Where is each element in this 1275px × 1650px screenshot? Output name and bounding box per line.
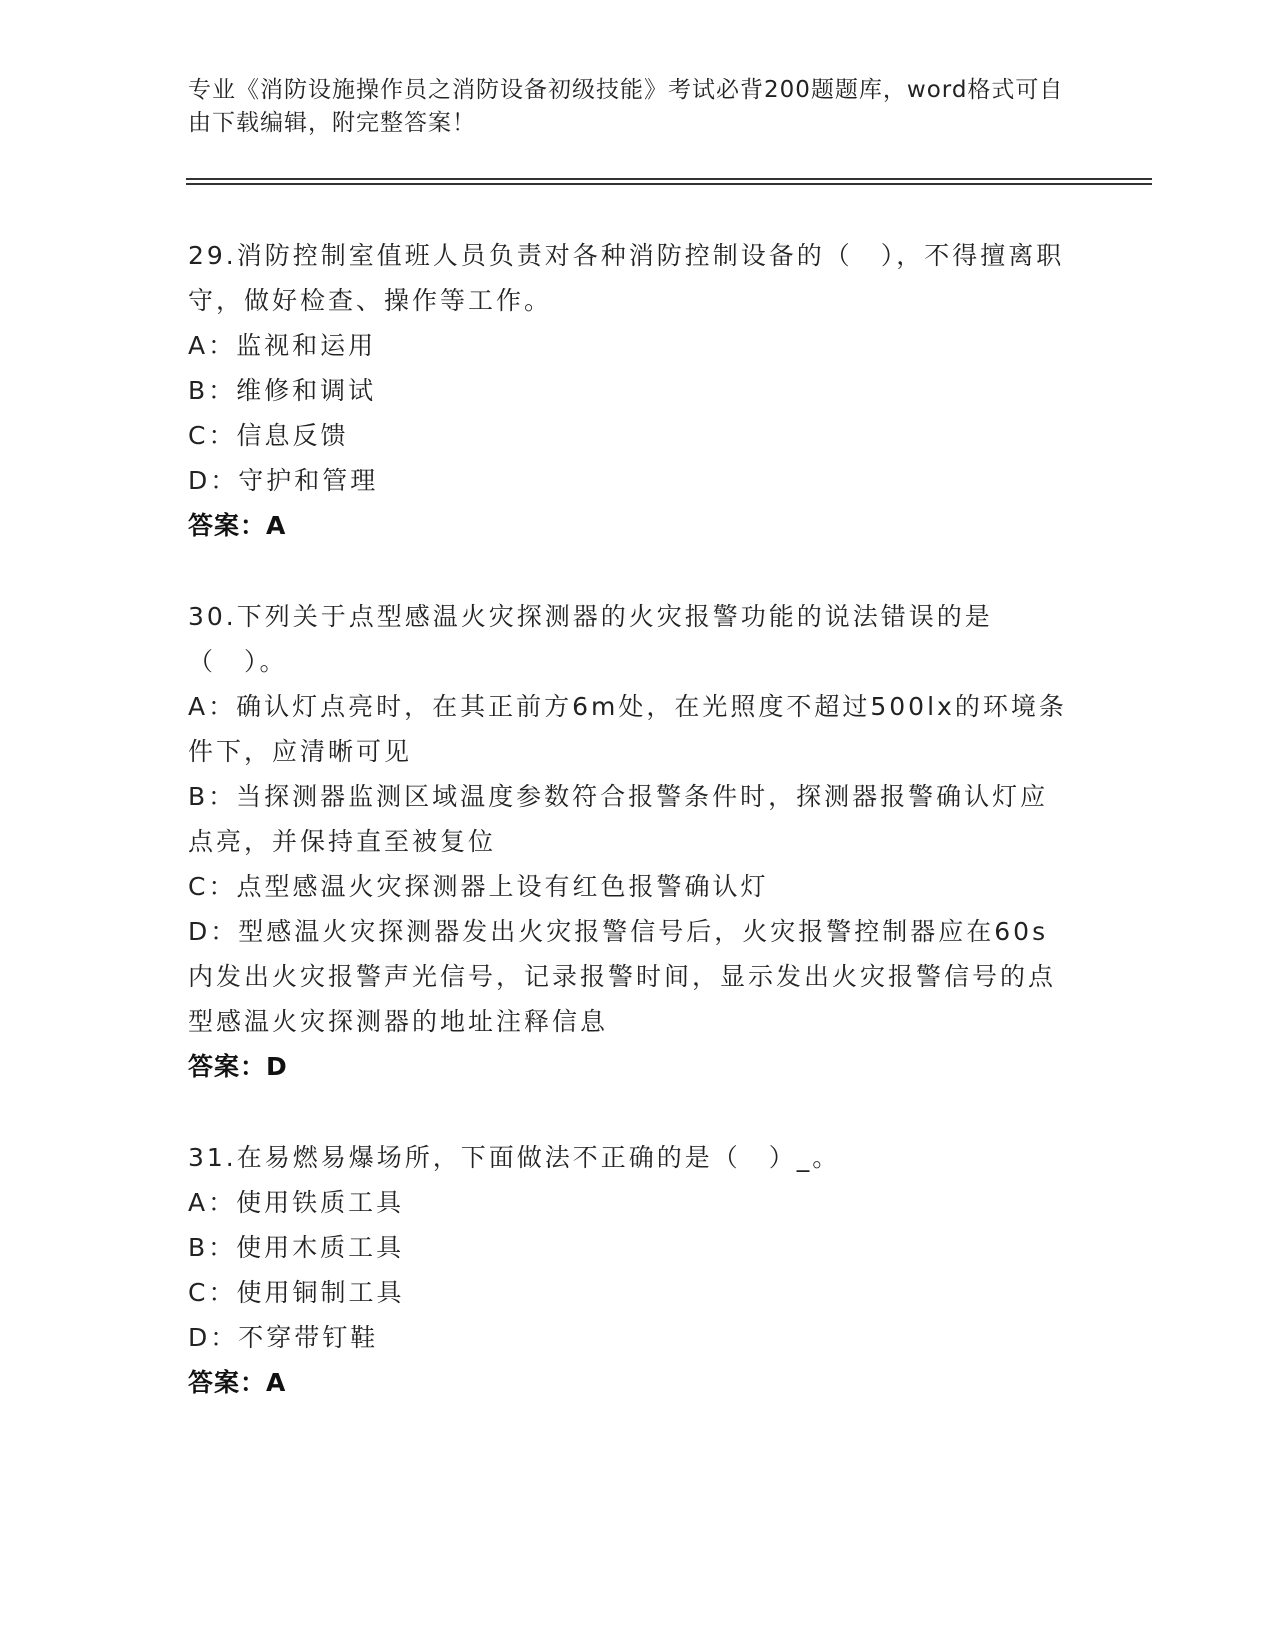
question-stem: 29.消防控制室值班人员负责对各种消防控制设备的（ ），不得擅离职守，做好检查、操作等工作。 bbox=[188, 241, 1065, 315]
header-title: 专业《消防设施操作员之消防设备初级技能》考试必背200题题库，word格式可自由下载编辑，附完整答案！ bbox=[188, 77, 1064, 136]
option-b: B：维修和调试 bbox=[188, 376, 377, 405]
option-a: A：使用铁质工具 bbox=[188, 1188, 405, 1217]
option-b: B：当探测器监测区域温度参数符合报警条件时，探测器报警确认灯应点亮，并保持直至被复位 bbox=[188, 782, 1049, 856]
option-c: C：信息反馈 bbox=[188, 421, 349, 450]
option-c: C：点型感温火灾探测器上设有红色报警确认灯 bbox=[188, 872, 769, 901]
question-list bbox=[188, 233, 1068, 1451]
question-30 bbox=[188, 594, 1068, 1089]
question-31 bbox=[188, 1135, 1068, 1405]
option-a: A：确认灯点亮时，在其正前方6m处，在光照度不超过500lx的环境条件下，应清晰可见 bbox=[188, 692, 1067, 766]
answer-line: 答案：D bbox=[188, 1052, 288, 1081]
question-stem: 30.下列关于点型感温火灾探测器的火灾报警功能的说法错误的是（ ）。 bbox=[188, 602, 993, 676]
option-c: C：使用铜制工具 bbox=[188, 1278, 405, 1307]
answer-line: 答案：A bbox=[188, 511, 287, 540]
question-29 bbox=[188, 233, 1068, 548]
option-a: A：监视和运用 bbox=[188, 331, 377, 360]
option-b: B：使用木质工具 bbox=[188, 1233, 405, 1262]
answer-line: 答案：A bbox=[188, 1368, 287, 1397]
header-divider-bottom bbox=[186, 183, 1152, 185]
header-divider-top bbox=[186, 178, 1152, 180]
option-d: D：型感温火灾探测器发出火灾报警信号后，火灾报警控制器应在60s内发出火灾报警声光信号，记录报警时间，显示发出火灾报警信号的点型感温火灾探测器的地址注释信息 bbox=[188, 917, 1057, 1036]
option-d: D：守护和管理 bbox=[188, 466, 379, 495]
question-stem: 31.在易燃易爆场所，下面做法不正确的是（ ）_。 bbox=[188, 1143, 841, 1172]
document-header bbox=[188, 74, 1068, 140]
option-d: D：不穿带钉鞋 bbox=[188, 1323, 379, 1352]
